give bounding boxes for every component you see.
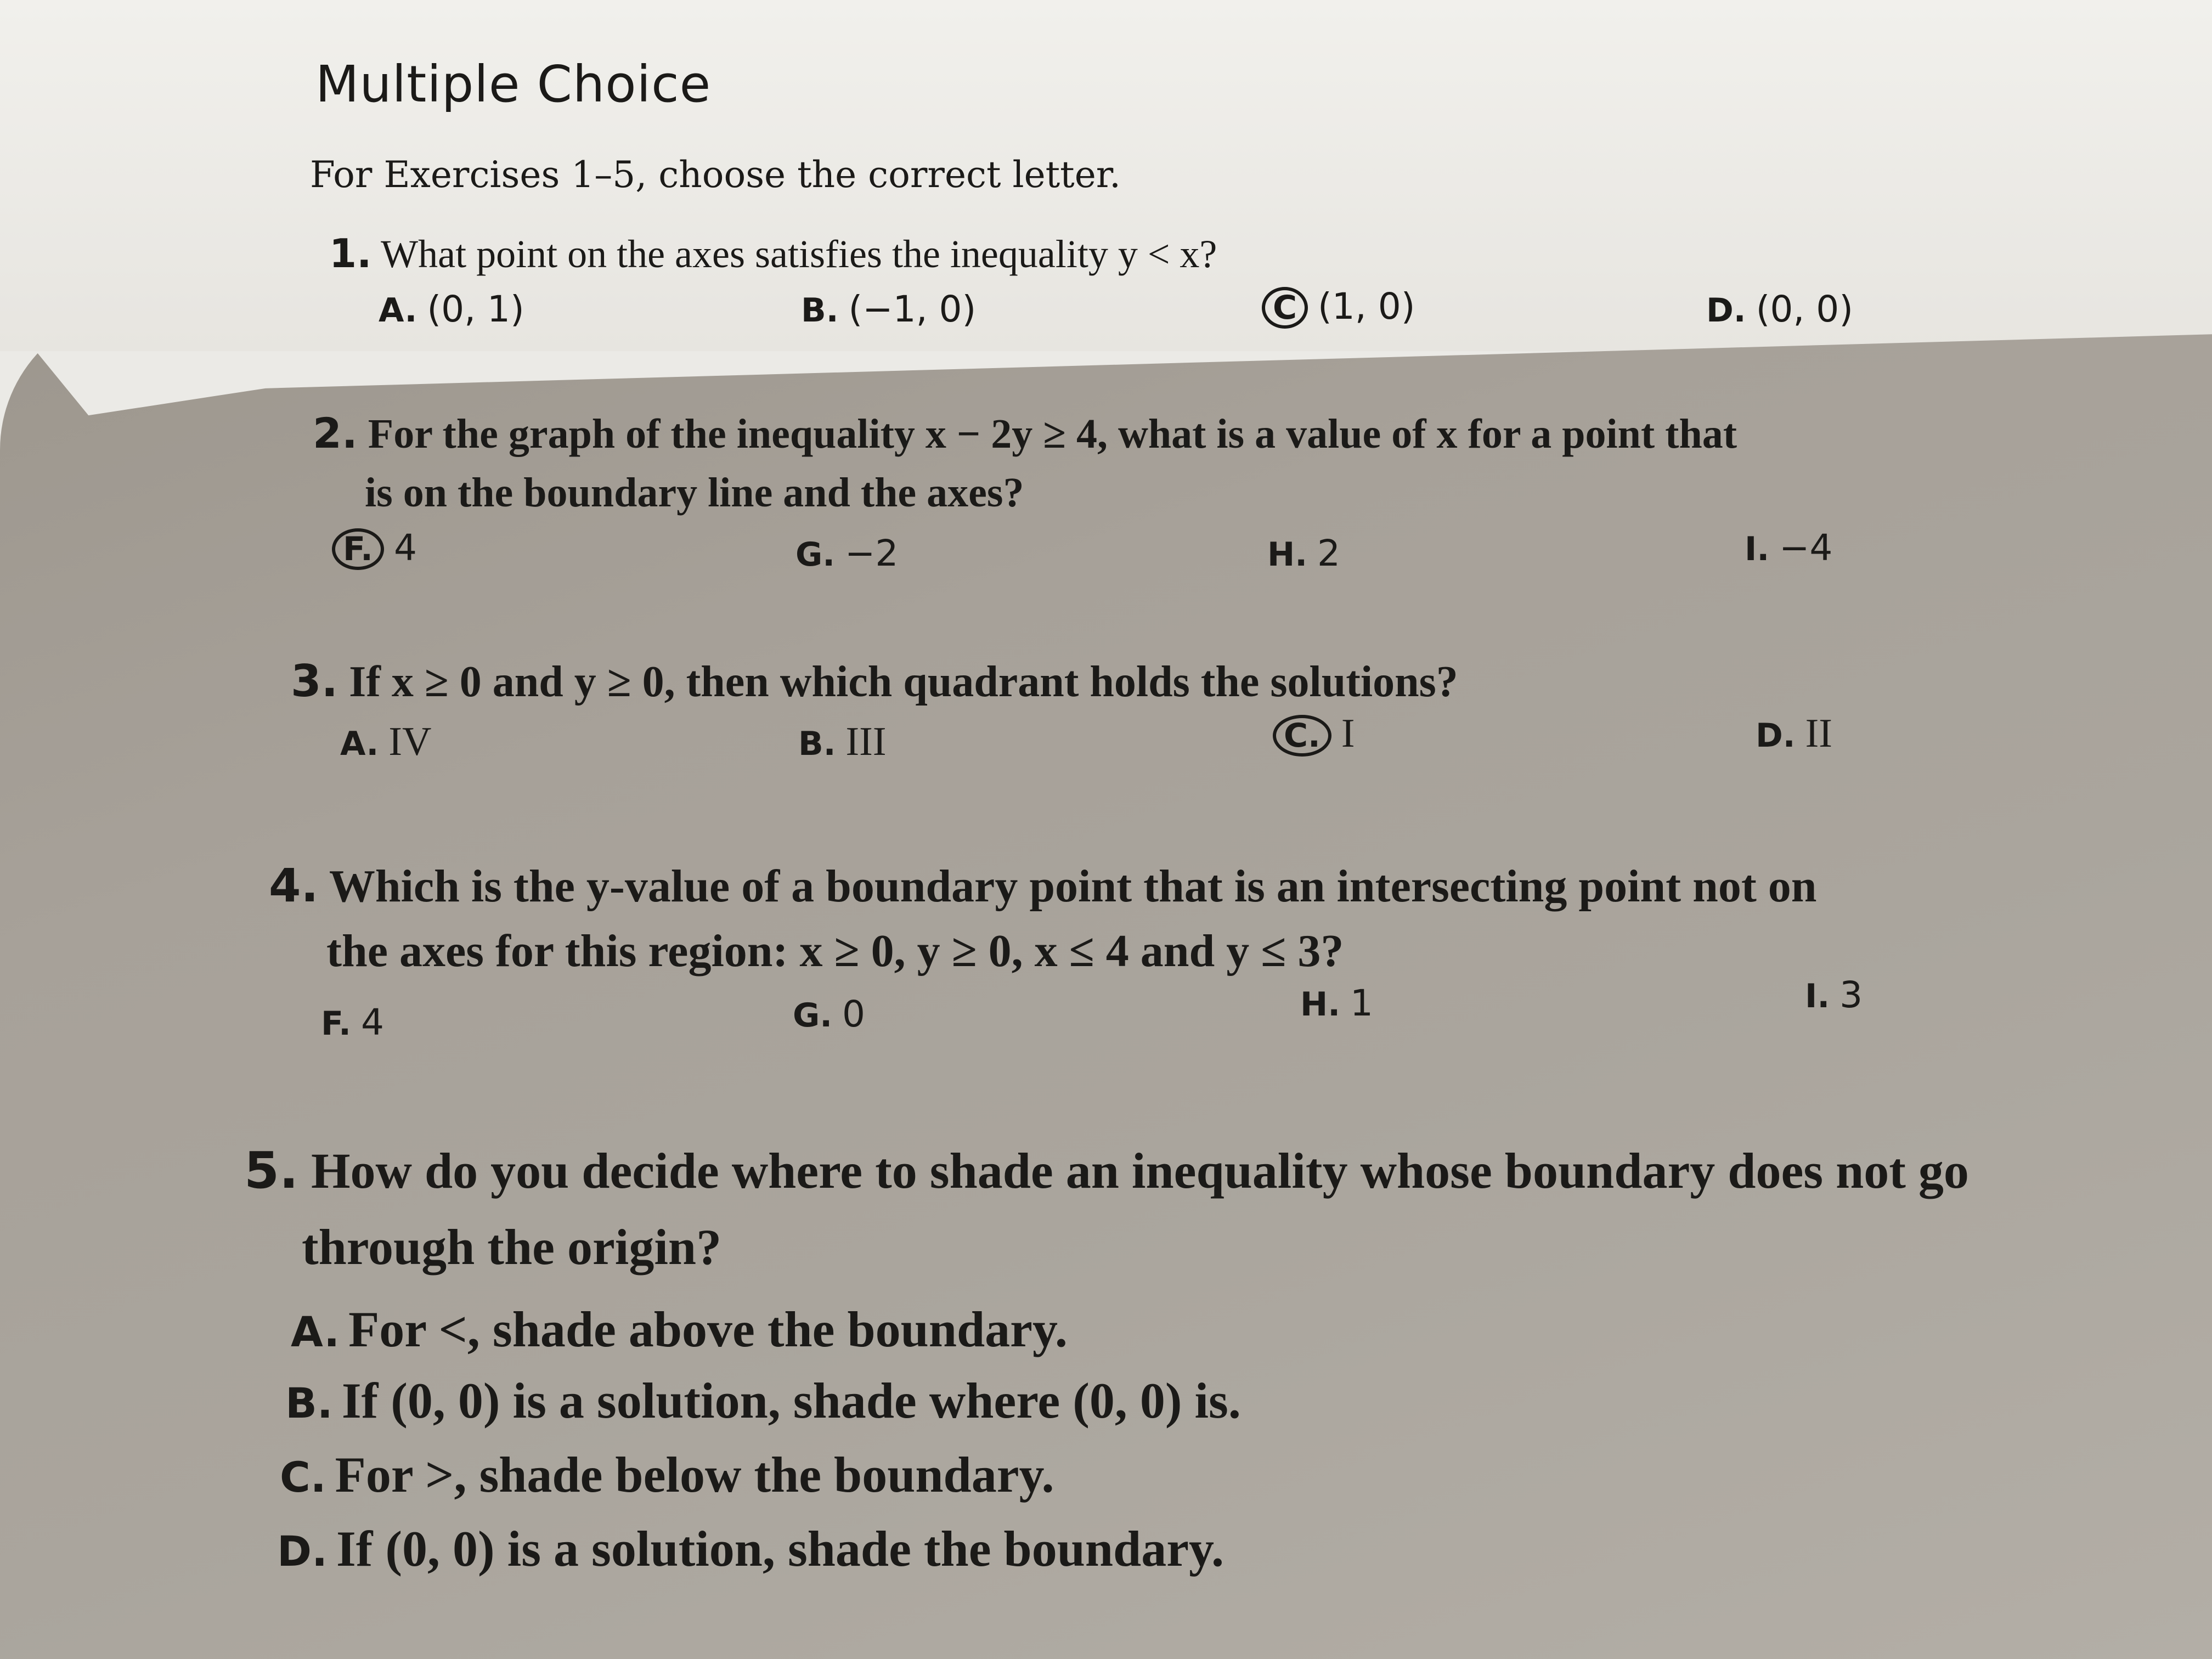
choice-value: If (0, 0) is a solution, shade the boundary. — [336, 1521, 1224, 1577]
q4-choice-i[interactable] — [1805, 971, 1863, 1018]
q3-choice-b[interactable] — [798, 719, 886, 765]
q1-choice-b[interactable] — [801, 285, 976, 332]
choice-value: (0, 0) — [1756, 288, 1854, 330]
q3-choice-c-circled[interactable] — [1273, 710, 1355, 757]
q5-choice-a[interactable] — [291, 1300, 1068, 1358]
choice-letter: I. — [1745, 530, 1770, 568]
question-2-number: 2. — [313, 409, 358, 458]
choice-letter: B. — [798, 725, 836, 763]
q4-choice-h[interactable] — [1300, 979, 1373, 1026]
choice-letter: I. — [1805, 977, 1830, 1015]
choice-value: (1, 0) — [1318, 285, 1415, 328]
choice-letter: B. — [285, 1379, 333, 1427]
question-5-line-2: through the origin? — [302, 1219, 722, 1275]
choice-letter: A. — [379, 291, 417, 330]
choice-letter: B. — [801, 291, 839, 330]
choice-value: For <, shade above the boundary. — [348, 1301, 1068, 1357]
choice-value: III — [845, 719, 887, 764]
choice-value: (−1, 0) — [848, 288, 977, 330]
section-heading: Multiple Choice — [315, 55, 712, 114]
choice-letter: H. — [1300, 985, 1341, 1024]
q1-choice-a[interactable] — [379, 285, 524, 332]
q4-choice-f[interactable] — [321, 998, 384, 1045]
question-2-text-line-1: For the graph of the inequality x − 2y ≥ 4, what is a value of x for a point that — [368, 411, 1737, 457]
q2-choice-h[interactable] — [1267, 529, 1340, 576]
choice-letter: G. — [793, 996, 833, 1035]
q5-choice-c[interactable] — [280, 1446, 1054, 1504]
choice-value: II — [1805, 711, 1832, 756]
q5-choice-b[interactable] — [285, 1372, 1241, 1430]
question-4 — [269, 859, 1817, 913]
choice-letter: D. — [1756, 716, 1796, 755]
choice-value: −2 — [845, 532, 899, 574]
choice-value: I — [1341, 711, 1355, 756]
question-5-text-line-1: How do you decide where to shade an inequality whose boundary does not go — [311, 1143, 1969, 1199]
q5-choice-d[interactable] — [277, 1520, 1224, 1578]
circled-answer-mark: C. — [1273, 715, 1331, 757]
q3-choice-d[interactable] — [1756, 710, 1832, 757]
circled-answer-mark: F. — [332, 528, 384, 570]
question-3-number: 3. — [291, 656, 338, 707]
choice-letter: A. — [291, 1307, 340, 1356]
question-4-line-2: the axes for this region: x ≥ 0, y ≥ 0, x ≤ 4 and y ≤ 3? — [326, 926, 1344, 977]
choice-letter: G. — [795, 535, 836, 574]
question-2-line-2: is on the boundary line and the axes? — [365, 470, 1024, 516]
q2-choice-g[interactable] — [795, 529, 898, 576]
choice-letter: C. — [280, 1453, 326, 1502]
choice-value: −4 — [1779, 527, 1833, 569]
q3-choice-a[interactable] — [340, 719, 431, 765]
instructions-text: For Exercises 1–5, choose the correct letter. — [310, 154, 1121, 196]
choice-letter: D. — [1706, 291, 1746, 330]
question-1-number: 1. — [329, 230, 372, 276]
choice-value: IV — [388, 719, 432, 764]
q4-choice-g[interactable] — [793, 990, 865, 1037]
choice-value: For >, shade below the boundary. — [335, 1447, 1054, 1503]
choice-letter: A. — [340, 725, 379, 763]
choice-value: If (0, 0) is a solution, shade where (0, 0) is. — [341, 1373, 1241, 1429]
choice-value: 0 — [842, 993, 866, 1035]
q2-choice-f-circled[interactable] — [332, 524, 417, 571]
question-4-number: 4. — [269, 859, 319, 912]
question-3-text: If x ≥ 0 and y ≥ 0, then which quadrant holds the solutions? — [349, 658, 1458, 706]
question-1-text: What point on the axes satisfies the inequality y < x? — [381, 232, 1217, 276]
question-1 — [329, 230, 1217, 277]
circled-answer-mark: C — [1262, 287, 1308, 329]
question-4-text-line-1: Which is the y-value of a boundary point that is an intersecting point not on — [329, 861, 1817, 912]
choice-value: (0, 1) — [427, 288, 524, 330]
choice-value: 1 — [1350, 982, 1374, 1024]
choice-letter: F. — [321, 1005, 351, 1043]
q2-choice-i[interactable] — [1745, 524, 1832, 571]
question-3 — [291, 656, 1458, 707]
choice-value: 2 — [1317, 532, 1341, 574]
q1-choice-d[interactable] — [1706, 285, 1853, 332]
choice-value: 4 — [393, 527, 417, 569]
choice-value: 4 — [360, 1001, 384, 1043]
choice-value: 3 — [1839, 974, 1863, 1016]
choice-letter: H. — [1267, 535, 1308, 574]
q1-choice-c-circled[interactable] — [1262, 283, 1415, 329]
choice-letter: D. — [277, 1527, 328, 1576]
question-5-number: 5. — [244, 1141, 298, 1200]
question-5 — [244, 1141, 1969, 1200]
question-2 — [313, 409, 1737, 458]
